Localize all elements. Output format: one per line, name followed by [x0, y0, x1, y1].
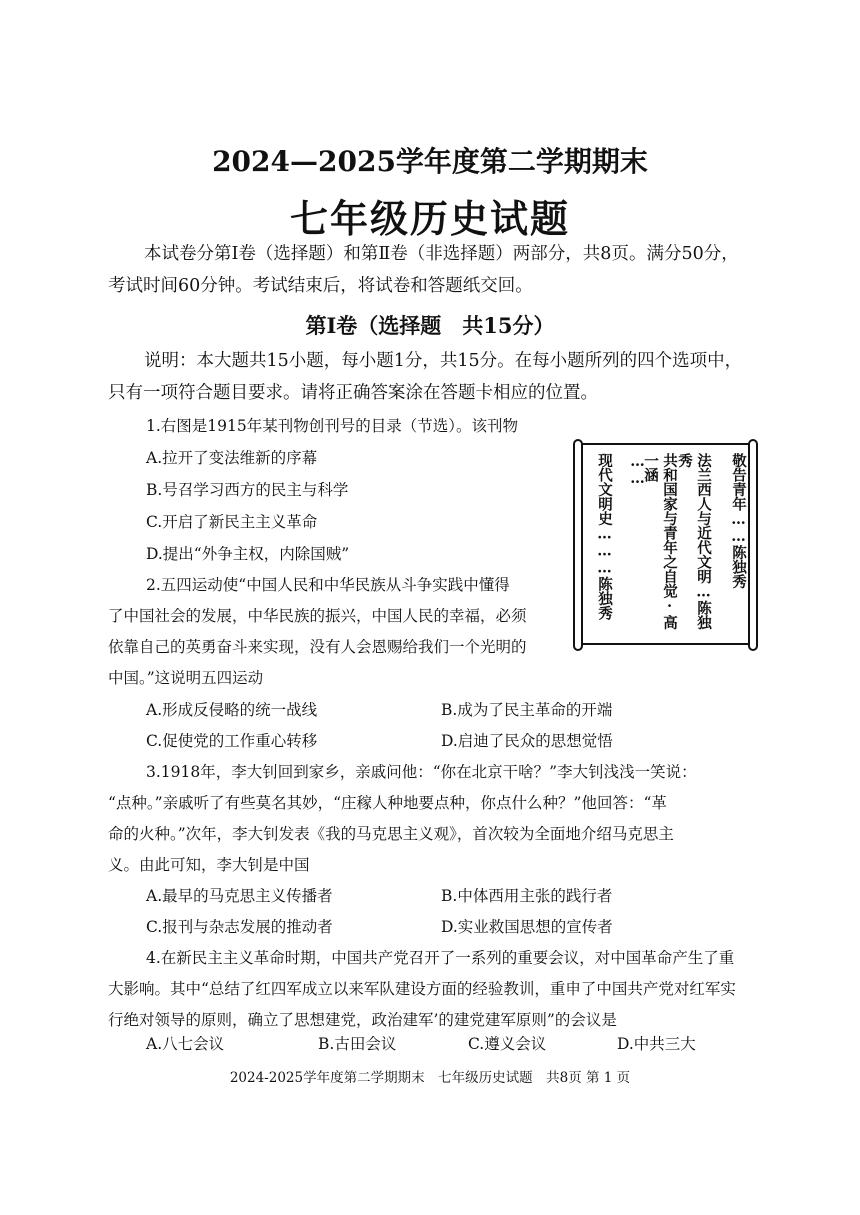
q3-stem-line-3: 命的火种。”次年，李大钊发表《我的马克思主义观》，首次较为全面地介绍马克思主: [108, 825, 674, 843]
toc-entry-5: 现代文明史………陈独秀: [596, 453, 613, 620]
q2-stem-line-3: 依靠自己的英勇奋斗来实现，没有人会恩赐给我们一个光明的: [108, 638, 527, 656]
q3-stem-line-1: 3.1918年，李大钊回到家乡，亲戚问他：“你在北京干啥？”李大钊浅浅一笑说：: [146, 763, 697, 781]
toc-entry-4: ……: [629, 453, 646, 487]
q2-option-c: C.促使党的工作重心转移: [146, 732, 318, 750]
q3-stem-line-4: 义。由此可知，李大钊是中国: [108, 856, 310, 874]
toc-entry-2: 法兰西人与近代文明…陈独秀: [676, 453, 712, 630]
q2-option-d: D.启迪了民众的思想觉悟: [441, 732, 613, 750]
q1-option-a: A.拉开了变法维新的序幕: [146, 449, 318, 467]
q4-option-d: D.中共三大: [617, 1035, 696, 1053]
toc-entry-3: 共和国家与青年之自觉·高一涵: [642, 453, 678, 630]
q2-option-a: A.形成反侵略的统一战线: [146, 701, 318, 719]
q1-option-b: B.号召学习西方的民主与科学: [146, 481, 349, 499]
q4-option-b: B.古田会议: [318, 1035, 397, 1053]
exam-subject-title: 七年级历史试题: [289, 196, 570, 241]
q4-stem-line-2: 大影响。其中“总结了红四军成立以来军队建设方面的经验教训，重申了中国共产党对红军实: [108, 980, 736, 998]
q3-option-b: B.中体西用主张的践行者: [441, 887, 613, 905]
toc-entry-1: 敬告青年……陈独秀: [730, 453, 747, 589]
section-heading: 第Ⅰ卷（选择题 共15分）: [305, 313, 555, 338]
q3-option-c: C.报刊与杂志发展的推动者: [146, 918, 333, 936]
q3-option-a: A.最早的马克思主义传播者: [146, 887, 333, 905]
intro-paragraph: 本试卷分第Ⅰ卷（选择题）和第Ⅱ卷（非选择题）两部分，共8页。满分50分，考试时间60分钟。考试结束后，将试卷和答题纸交回。: [108, 244, 739, 296]
q3-stem-line-2: “点种。”亲戚听了有些莫名其妙，“庄稼人种地要点种，你点什么种？”他回答：“革: [108, 794, 667, 812]
q4-stem-line-3: 行绝对领导的原则，确立了思想建党，政治建军’的建党建军原则”的会议是: [108, 1011, 617, 1029]
q4-stem-line-1: 4.在新民主主义革命时期，中国共产党召开了一系列的重要会议，对中国革命产生了重: [146, 949, 735, 967]
section-instructions: 说明：本大题共15小题，每小题1分，共15分。在每小题所列的四个选项中，只有一项符合题目要求。请将正确答案涂在答题卡相应的位置。: [108, 351, 743, 403]
exam-term-title: 2024—2025学年度第二学期期末: [212, 145, 648, 178]
q1-option-c: C.开启了新民主主义革命: [146, 513, 318, 531]
q2-stem-line-2: 了中国社会的发展，中华民族的振兴，中国人民的幸福，必须: [108, 607, 527, 625]
q2-stem-line-1: 2.五四运动使“中国人民和中华民族从斗争实践中懂得: [146, 576, 510, 594]
q3-option-d: D.实业救国思想的宣传者: [441, 918, 613, 936]
q1-stem: 1.右图是1915年某刊物创刊号的目录（节选）。该刊物: [146, 417, 518, 435]
page-footer: 2024-2025学年度第二学期期末 七年级历史试题 共8页 第 1 页: [229, 1070, 631, 1086]
magazine-toc-figure: [578, 443, 753, 645]
q4-option-c: C.遵义会议: [468, 1035, 547, 1053]
q2-option-b: B.成为了民主革命的开端: [441, 701, 613, 719]
q4-option-a: A.八七会议: [146, 1035, 225, 1053]
q2-stem-line-4: 中国。”这说明五四运动: [108, 669, 264, 687]
q1-option-d: D.提出“外争主权，内除国贼”: [146, 545, 350, 563]
